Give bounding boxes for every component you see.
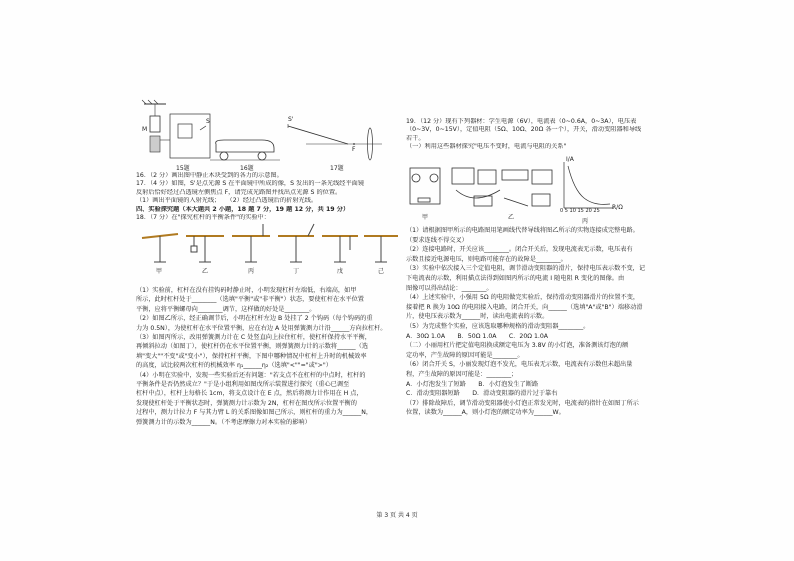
q18-p9: 的高度，试比较两次杠杆的机械效率 η₁______η₂（选填"<""="或">"）	[136, 362, 332, 370]
q18-p10: （4）小明在实验中，发现一些实验后还有问题："若支点不在杠杆的中点时，杠杆的	[136, 371, 366, 379]
q18-p8: 填"变大""不变"或"变小"），保持杠杆平衡，下图中哪种情况中杠杆上升时的机械效率	[136, 352, 367, 360]
question-17-line3: （1）画出平面镜的入射光线； （2）经过凸透镜后的折射光线。	[136, 197, 318, 205]
question-17-line1: 17．（4 分）如图，S'是点光源 S 在平面镜中所成的像，S 发出的一条光线经平面镜	[136, 180, 365, 188]
fig-label-e: 戊	[337, 268, 344, 275]
axis-label-r: R/Ω	[612, 204, 623, 211]
lens-mirror-diagram-17	[286, 118, 382, 162]
q19-line1: 19．（12 分）现有下列器材：学生电源（6V），电流表（0~0.6A，0~3A），电压表	[406, 118, 637, 125]
q19-r2: （要求连线不得交叉）	[406, 236, 468, 244]
q19-r6: 下电流表的示数，利用描点法得到如图丙所示的电流 I 随电阻 R 变化的图像。由	[406, 274, 625, 282]
fig-label-c: 丙	[248, 268, 255, 275]
fig-label-d: 丁	[293, 268, 300, 275]
label-m: M	[142, 126, 148, 133]
q19-r13: 定功率，产生故障的原因可能是________。	[406, 351, 524, 359]
q18-p14: 过程中，测力计拉力 F 与其力臂 L 的关系图像如图己所示，则杠杆的重力为______N，	[136, 409, 373, 417]
right-column-intro	[406, 118, 668, 152]
figure-16	[210, 138, 280, 164]
fig19-label-yi: 乙	[508, 214, 515, 221]
q19-r11: （5）为完成整个实验，应该选取哪种规格的滑动变阻器________。	[406, 322, 590, 330]
figure-19	[404, 156, 666, 225]
q19-r3: （2）连接电路时，开关应该________。闭合开关后，发现电流表无示数，电压表有	[406, 246, 633, 254]
label-sprime: S'	[288, 116, 294, 123]
q18-p12: 杠杆中点），杠杆上每格长 1cm，将支点设计在 E 点，然后将测力计作用在 H 点，	[136, 390, 363, 398]
section-4-heading: 四、实验探究题（本大题共 2 小题，18 题 7 分，19 题 12 分，共 19 分）	[136, 205, 350, 213]
cart-diagram-16	[210, 138, 280, 164]
caption-17: 17题	[330, 165, 344, 172]
page-footer: 第 3 页 共 4 页	[376, 512, 418, 519]
q19-r16: A．小灯泡发生了短路 B．小灯泡发生了断路	[406, 380, 539, 388]
q19-r18: （7）排除故障后，调节滑动变阻器使小灯泡正常发光时，电流表的指针在如图丁所示	[406, 399, 639, 407]
right-column-body	[406, 226, 668, 418]
fig-label-b: 乙	[202, 268, 209, 275]
q19-r12: A．30Ω 1.0A B．50Ω 1.0A C．20Ω 1.0A	[406, 332, 549, 340]
question-16: 16．（2 分）画出图中静止木块受到的各力的示意图。	[136, 172, 283, 179]
q19-r1: （1）请根据图甲所示的电路图用笔画线代替导线将图乙所示的实物连接成完整电路。	[406, 227, 639, 234]
label-f: F	[352, 146, 356, 153]
axis-ticks: 0 5 10 15 20 25	[560, 208, 600, 214]
q19-r4: 示数且接近电源电压，则电路可能存在的故障是________。	[406, 255, 567, 263]
left-column	[136, 172, 398, 222]
q19-r5: （3）实验中依次接入三个定值电阻，调节滑动变阻器的滑片，保持电压表示数不变，记	[406, 265, 646, 273]
q19-r19: 位置，读数为______A，则小灯泡的额定功率为______W。	[406, 409, 565, 417]
q18-p3: 平衡，应将平衡螺母向________调节，这样做的好处是________。	[136, 305, 316, 313]
fig-label-f: 己	[378, 268, 385, 275]
q18-p5: 力为 0.5N），为使杠杆在水平位置平衡，应在右边 A 处用弹簧测力计沿______方向拉杠杆。	[136, 324, 387, 332]
q19-sub2: （二）小丽用杠片把定值电阻换成额定电压为 3.8V 的小灯泡，准备测该灯泡的额	[406, 342, 629, 350]
q19-r17: C．滑动变阻器短路 D．滑动变阻器的滑片过于靠右	[406, 390, 558, 398]
q19-line3: 若干。	[406, 134, 425, 142]
q18-p11: 平衡条件是否仍然成立？"于是小组利用如图戊所示装置进行探究（重心已调至	[136, 381, 350, 389]
lever-figures	[138, 222, 400, 278]
q19-r10: 片，使电压表示数为______时，读出电流表的示数。	[406, 313, 549, 321]
circuit-figures-19	[404, 160, 666, 220]
fig19-label-jia: 甲	[422, 214, 429, 221]
left-column-q18	[136, 286, 398, 427]
q19-r7: 图像可以得出结论：________。	[406, 284, 493, 292]
q19-r9: 接着把 R 换为 10Ω 的电阻接入电路，闭合开关，向______（选填"A"或"B"）端移动滑	[406, 303, 643, 311]
q18-p13: 发现使杠杆处于平衡状态时，弹簧测力计示数为 2N，杠杆在图戊所示位置平衡的	[136, 399, 357, 407]
figure-17	[286, 118, 382, 162]
q19-r15: 程，产生故障的原因可能是：________；	[406, 370, 518, 378]
fig19-label-bing: 丙	[582, 218, 589, 225]
caption-15: 15题	[176, 165, 190, 172]
q18-p7: 再倾斜拉动（如图丁），使杠杆仍在水平位置平衡，则弹簧测力计的示数将______（选	[136, 343, 369, 351]
q19-r14: （6）闭合开关 S，小丽发现灯泡不发光，电压表无示数，电流表有示数但未超出量	[406, 361, 633, 369]
q18-p1: （1）实验前，杠杆在没有挂钩码时静止时，小明发现杠杆左端低，右端高，如甲	[136, 287, 357, 294]
q18-p6: （3）如图丙所示，改用弹簧测力计在 C 处竖直向上拉住杠杆，使杠杆保持水平平衡，	[136, 334, 371, 342]
q19-sub1: （一）利用这些器材探究"电压不变时，电流与电阻的关系"	[406, 143, 567, 151]
fig-label-a: 甲	[156, 268, 163, 275]
caption-16: 16题	[240, 165, 254, 172]
q18-p2: 所示，此时杠杆处于________（选填"平衡"或"非平衡"）状态，要使杠杆在水平位置	[136, 296, 364, 304]
lever-diagrams	[138, 222, 400, 270]
axis-label-i: I/A	[566, 156, 574, 163]
q19-r8: （4）上述实验中，小强用 5Ω 的电阻做完实验后，保持滑动变阻器滑片的位置不变，	[406, 294, 640, 302]
q18-p15: 弹簧测力计的示数为______N。（不考虑摩擦力对本实验的影响）	[136, 418, 311, 426]
q19-line2: （0~3V，0~15V），定值电阻（5Ω、10Ω、20Ω 各一个），开关，滑动变阻器和导线	[406, 126, 642, 134]
label-s: S	[206, 118, 210, 125]
q18-p4: （2）如图乙所示，经正确调节后，小明在杠杆左边 B 处挂了 2 个钩码（每个钩码的重	[136, 315, 373, 323]
question-18: 18．（7 分）在"探究杠杆的平衡条件"的实验中：	[136, 214, 270, 222]
question-17-line2: 反射后恰好经过凸透镜左侧焦点 F，请完成光路图并找出点光源 S 的位置。	[136, 188, 342, 196]
